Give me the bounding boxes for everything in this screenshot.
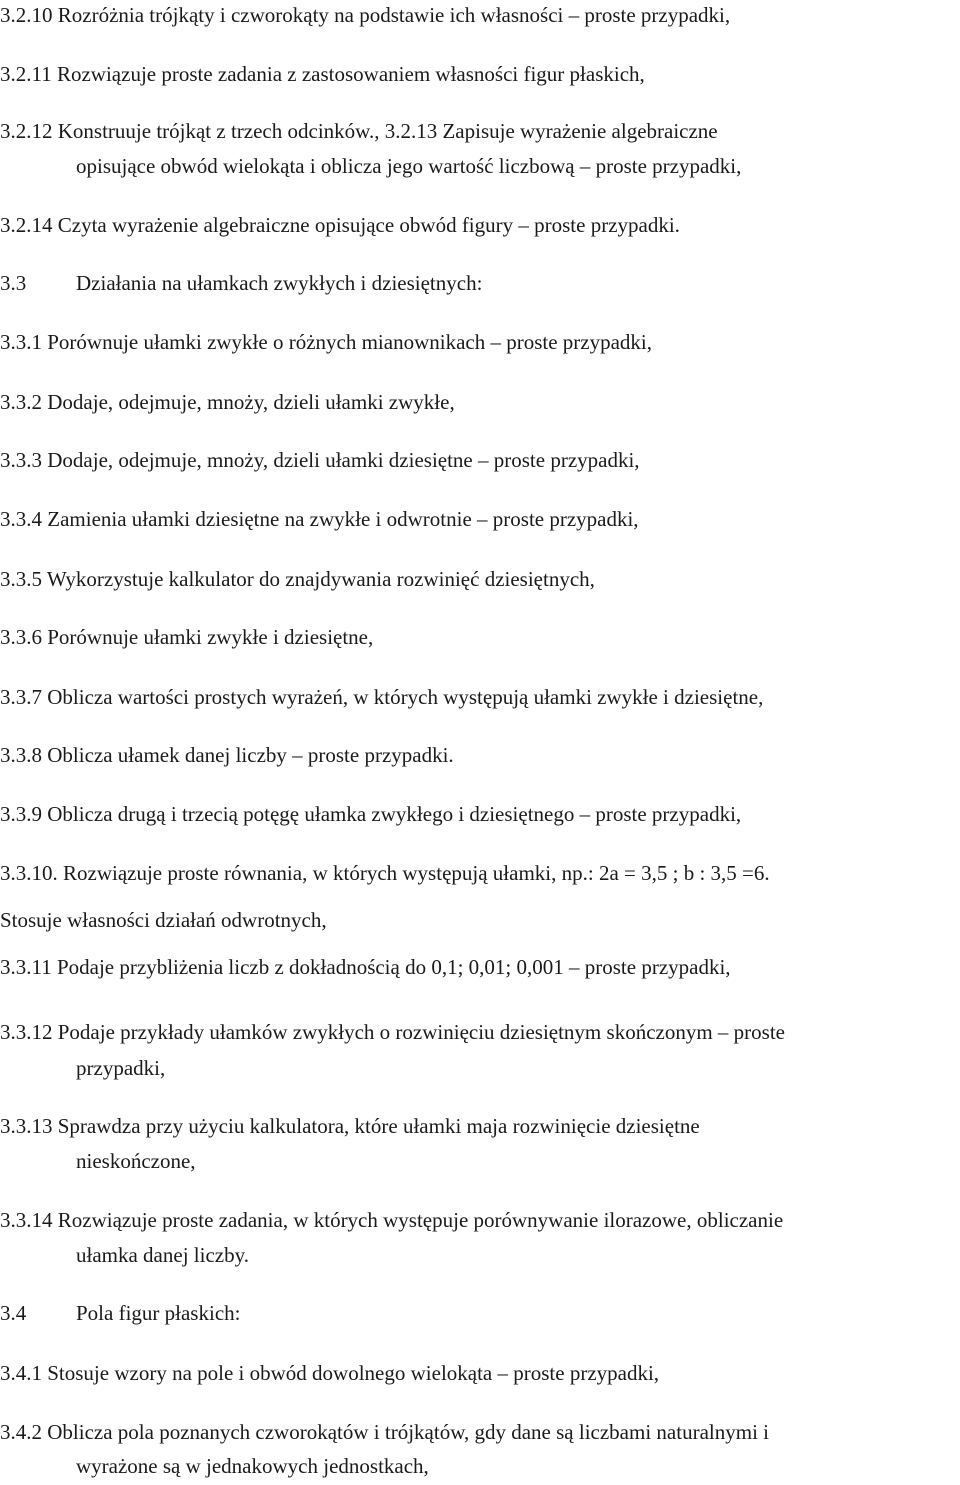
item-3-3-12-cont: przypadki, <box>76 1056 166 1080</box>
item-3-3-6: 3.3.6 Porównuje ułamki zwykłe i dziesiętne, <box>0 625 374 649</box>
item-3-3-4: 3.3.4 Zamienia ułamki dziesiętne na zwykłe i odwrotnie – proste przypadki, <box>0 507 639 531</box>
item-3-2-12-13: 3.2.12 Konstruuje trójkąt z trzech odcinków., 3.2.13 Zapisuje wyrażenie algebraiczne <box>0 119 718 143</box>
item-3-3-14: 3.3.14 Rozwiązuje proste zadania, w których występuje porównywanie ilorazowe, obliczanie <box>0 1208 784 1232</box>
item-3-3-9: 3.3.9 Oblicza drugą i trzecią potęgę ułamka zwykłego i dziesiętnego – proste przypadki, <box>0 802 742 826</box>
item-3-3-3: 3.3.3 Dodaje, odejmuje, mnoży, dzieli ułamki dziesiętne – proste przypadki, <box>0 448 640 472</box>
item-3-3-1: 3.3.1 Porównuje ułamki zwykłe o różnych mianownikach – proste przypadki, <box>0 330 653 354</box>
section-title: Działania na ułamkach zwykłych i dziesiętnych: <box>76 271 483 295</box>
section-number: 3.4 <box>0 1301 27 1325</box>
item-3-4-1: 3.4.1 Stosuje wzory na pole i obwód dowolnego wielokąta – proste przypadki, <box>0 1361 660 1385</box>
item-3-4-2: 3.4.2 Oblicza pola poznanych czworokątów i trójkątów, gdy dane są liczbami naturalnymi i <box>0 1420 769 1444</box>
item-3-2-11: 3.2.11 Rozwiązuje proste zadania z zastosowaniem własności figur płaskich, <box>0 62 645 86</box>
section-number: 3.3 <box>0 271 27 295</box>
item-3-3-8: 3.3.8 Oblicza ułamek danej liczby – proste przypadki. <box>0 743 454 767</box>
item-3-3-12: 3.3.12 Podaje przykłady ułamków zwykłych o rozwinięciu dziesiętnym skończonym – proste <box>0 1020 785 1044</box>
item-3-2-10: 3.2.10 Rozróżnia trójkąty i czworokąty na podstawie ich własności – proste przypadki, <box>0 3 731 27</box>
item-3-3-14-cont: ułamka danej liczby. <box>76 1243 249 1267</box>
item-3-4-2-cont: wyrażone są w jednakowych jednostkach, <box>76 1454 429 1478</box>
item-3-2-13-cont: opisujące obwód wielokąta i oblicza jego wartość liczbową – proste przypadki, <box>76 154 742 178</box>
item-3-2-14: 3.2.14 Czyta wyrażenie algebraiczne opisujące obwód figury – proste przypadki. <box>0 213 680 237</box>
item-3-3-11: 3.3.11 Podaje przybliżenia liczb z dokładnością do 0,1; 0,01; 0,001 – proste przypadki, <box>0 955 731 979</box>
item-3-3-10-cont: Stosuje własności działań odwrotnych, <box>0 908 327 932</box>
item-3-3-7: 3.3.7 Oblicza wartości prostych wyrażeń, w których występują ułamki zwykłe i dziesiętne, <box>0 685 764 709</box>
section-title: Pola figur płaskich: <box>76 1301 241 1325</box>
item-3-3-2: 3.3.2 Dodaje, odejmuje, mnoży, dzieli ułamki zwykłe, <box>0 390 455 414</box>
item-3-3-5: 3.3.5 Wykorzystuje kalkulator do znajdywania rozwinięć dziesiętnych, <box>0 567 595 591</box>
section-heading-3-4 <box>0 1300 240 1326</box>
section-heading-3-3 <box>0 270 482 296</box>
item-3-3-10: 3.3.10. Rozwiązuje proste równania, w których występują ułamki, np.: 2a = 3,5 ; b : 3,5 =6. <box>0 861 770 885</box>
item-3-3-13: 3.3.13 Sprawdza przy użyciu kalkulatora, które ułamki maja rozwinięcie dziesiętne <box>0 1114 700 1138</box>
item-3-3-13-cont: nieskończone, <box>76 1149 196 1173</box>
